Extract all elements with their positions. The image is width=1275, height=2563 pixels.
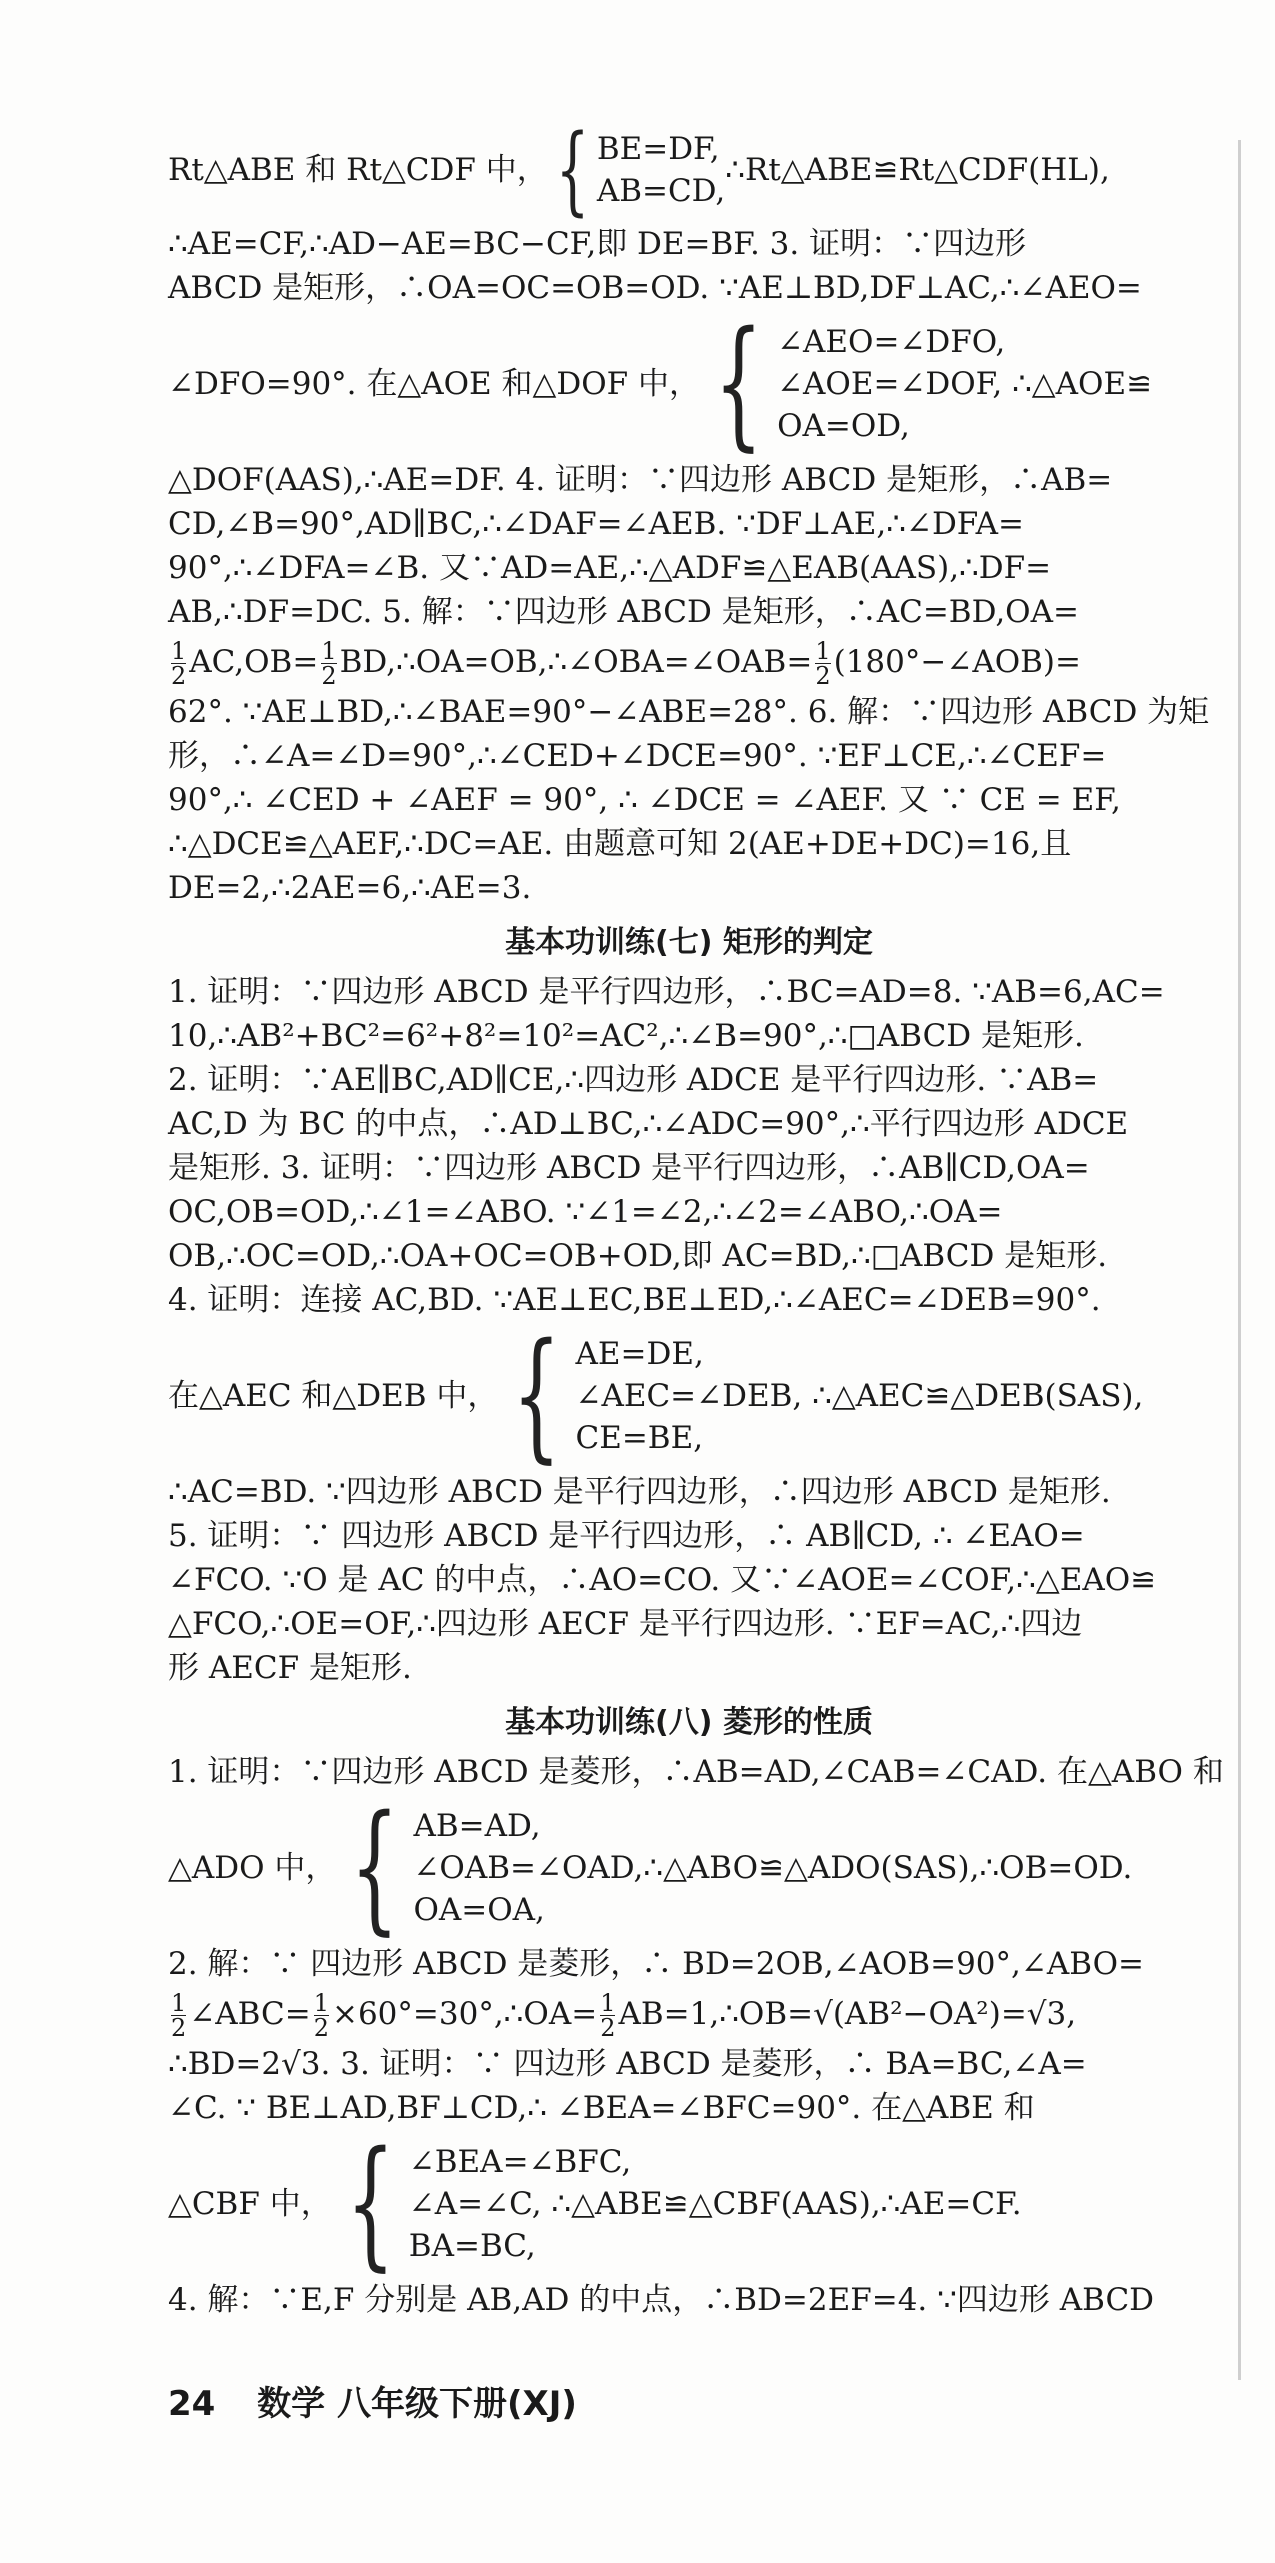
text-line: ∠C. ∵ BE⊥AD,BF⊥CD,∴ ∠BEA=∠BFC=90°. 在△ABE 和 — [168, 2090, 1035, 2126]
equation-system — [168, 1786, 1210, 1949]
text-line: 形 AECF 是矩形. — [168, 1650, 412, 1686]
equation-system — [168, 1314, 1210, 1477]
system-row: ∠AEC=∠DEB, ∴△AEC≌△DEB(SAS), — [575, 1378, 1144, 1414]
system-row: ∠AOE=∠DOF, ∴△AOE≌ — [777, 366, 1153, 402]
text-line: 1. 证明：∵四边形 ABCD 是平行四边形，∴BC=AD=8. ∵AB=6,AC= — [168, 974, 1165, 1010]
answer-page — [168, 114, 1224, 2322]
text-line: 10,∴AB²+BC²=6²+8²=10²=AC²,∴∠B=90°,∴□ABCD 是矩形. — [168, 1018, 1084, 1054]
fraction: $\frac{1}{2}$ — [171, 1989, 187, 2042]
text-line: △FCO,∴OE=OF,∴四边形 AECF 是平行四边形. ∵EF=AC,∴四边 — [168, 1606, 1083, 1642]
text-line: AB,∴DF=DC. 5. 解：∵四边形 ABCD 是矩形，∴AC=BD,OA= — [168, 594, 1079, 630]
text-line: ∴AE=CF,∴AD−AE=BC−CF,即 DE=BF. 3. 证明：∵四边形 — [168, 226, 1027, 262]
text-line: ∠FCO. ∵O 是 AC 的中点，∴AO=CO. 又∵∠AOE=∠COF,∴△EAO≌ — [168, 1562, 1157, 1598]
book-title: 数学 八年级下册(XJ) — [257, 2384, 577, 2424]
text-line: $\frac{1}{2}$ AC,OB= $\frac{1}{2}$ BD,∴OA=OB,∴∠OBA=∠OAB= $\frac{1}{2}$ (180°−∠AOB)= — [171, 637, 1081, 690]
left-brace: { — [512, 1314, 562, 1477]
page-footer — [168, 2376, 577, 2425]
system-row: OA=OD, — [777, 408, 910, 444]
text-line: △DOF(AAS),∴AE=DF. 4. 证明：∵四边形 ABCD 是矩形，∴AB= — [168, 462, 1113, 498]
system-row: CE=BE, — [575, 1420, 704, 1456]
equation-system — [168, 114, 1210, 226]
left-brace: { — [714, 302, 764, 465]
fraction: $\frac{1}{2}$ — [171, 637, 187, 690]
system-row: ∠BEA=∠BFC, — [408, 2144, 632, 2180]
left-brace: { — [345, 2122, 395, 2285]
text-line: 形，∴∠A=∠D=90°,∴∠CED+∠DCE=90°. ∵EF⊥CE,∴∠CEF= — [168, 738, 1107, 774]
text-line: 4. 解：∵E,F 分别是 AB,AD 的中点，∴BD=2EF=4. ∵四边形 ABCD — [168, 2282, 1155, 2318]
text-line: 4. 证明：连接 AC,BD. ∵AE⊥EC,BE⊥ED,∴∠AEC=∠DEB=90°. — [168, 1282, 1101, 1318]
system-row: ∠OAB=∠OAD,∴△ABO≌△ADO(SAS),∴OB=OD. — [413, 1850, 1133, 1886]
system-row: BA=BC, — [408, 2228, 536, 2264]
text-line: ∴AC=BD. ∵四边形 ABCD 是平行四边形，∴四边形 ABCD 是矩形. — [168, 1474, 1111, 1510]
text-line: $\frac{1}{2}$ ∠ABC= $\frac{1}{2}$ ×60°=30°,∴OA= $\frac{1}{2}$ AB=1,∴OB=√(AB²−OA²)=√3, — [171, 1989, 1077, 2042]
equation-system — [168, 302, 1210, 465]
text-line: 2. 解：∵ 四边形 ABCD 是菱形，∴ BD=2OB,∠AOB=90°,∠ABO= — [168, 1946, 1144, 1982]
equation-system — [168, 2122, 1210, 2285]
text-line: AC,D 为 BC 的中点，∴AD⊥BC,∴∠ADC=90°,∴平行四边形 ADCE — [168, 1106, 1129, 1142]
text-line: 90°,∴∠DFA=∠B. 又∵AD=AE,∴△ADF≌△EAB(AAS),∴DF= — [168, 550, 1052, 586]
text-line: △ADO 中， — [168, 1850, 337, 1886]
text-line: ABCD 是矩形，∴OA=OC=OB=OD. ∵AE⊥BD,DF⊥AC,∴∠AEO= — [168, 270, 1142, 306]
system-row: AB=AD, — [413, 1808, 541, 1844]
system-row: AB=CD, — [596, 173, 726, 209]
text-line: ∠DFO=90°. 在△AOE 和△DOF 中， — [168, 366, 700, 402]
system-row: AE=DE, — [575, 1336, 704, 1372]
text-line: 62°. ∵AE⊥BD,∴∠BAE=90°−∠ABE=28°. 6. 解：∵四边形 ABCD 为矩 — [168, 694, 1210, 730]
text-line: 1. 证明：∵四边形 ABCD 是菱形，∴AB=AD,∠CAB=∠CAD. 在△ABO 和 — [168, 1754, 1224, 1790]
section-heading: 基本功训练(八) 菱形的性质 — [505, 1705, 873, 1740]
text-line: 在△AEC 和△DEB 中， — [168, 1378, 499, 1414]
page-number: 24 — [168, 2384, 216, 2424]
fraction: $\frac{1}{2}$ — [321, 637, 337, 690]
text-line: Rt△ABE 和 Rt△CDF 中， — [168, 152, 548, 188]
fraction: $\frac{1}{2}$ — [600, 1989, 616, 2042]
system-row: BE=DF, — [596, 131, 720, 167]
text-line: 2. 证明：∵AE∥BC,AD∥CE,∴四边形 ADCE 是平行四边形. ∵AB= — [168, 1062, 1099, 1098]
system-row: ∠A=∠C, ∴△ABE≌△CBF(AAS),∴AE=CF. — [408, 2186, 1022, 2222]
text-line: ∴BD=2√3. 3. 证明：∵ 四边形 ABCD 是菱形，∴ BA=BC,∠A= — [168, 2046, 1087, 2082]
left-brace: { — [350, 1786, 400, 1949]
text-line: OB,∴OC=OD,∴OA+OC=OB+OD,即 AC=BD,∴□ABCD 是矩形. — [168, 1238, 1108, 1274]
margin-rule — [1238, 140, 1241, 2380]
text-line: OC,OB=OD,∴∠1=∠ABO. ∵∠1=∠2,∴∠2=∠ABO,∴OA= — [168, 1194, 1003, 1230]
left-brace: { — [555, 114, 590, 226]
fraction: $\frac{1}{2}$ — [313, 1989, 329, 2042]
text-line: CD,∠B=90°,AD∥BC,∴∠DAF=∠AEB. ∵DF⊥AE,∴∠DFA= — [168, 506, 1024, 542]
text-line: ∴Rt△ABE≌Rt△CDF(HL), — [725, 152, 1110, 188]
text-line: ∴△DCE≌△AEF,∴DC=AE. 由题意可知 2(AE+DE+DC)=16,且 — [168, 826, 1072, 862]
system-row: ∠AEO=∠DFO, — [777, 324, 1006, 360]
text-line: 5. 证明：∵ 四边形 ABCD 是平行四边形，∴ AB∥CD, ∴ ∠EAO= — [168, 1518, 1085, 1554]
text-line: 是矩形. 3. 证明：∵四边形 ABCD 是平行四边形，∴AB∥CD,OA= — [168, 1150, 1090, 1186]
fraction: $\frac{1}{2}$ — [815, 637, 831, 690]
text-line: 90°,∴ ∠CED + ∠AEF = 90°, ∴ ∠DCE = ∠AEF. 又 ∵ CE = EF, — [168, 782, 1121, 818]
text-line: DE=2,∴2AE=6,∴AE=3. — [168, 870, 532, 906]
section-heading: 基本功训练(七) 矩形的判定 — [505, 925, 873, 960]
text-line: △CBF 中， — [168, 2186, 332, 2222]
system-row: OA=OA, — [413, 1892, 545, 1928]
